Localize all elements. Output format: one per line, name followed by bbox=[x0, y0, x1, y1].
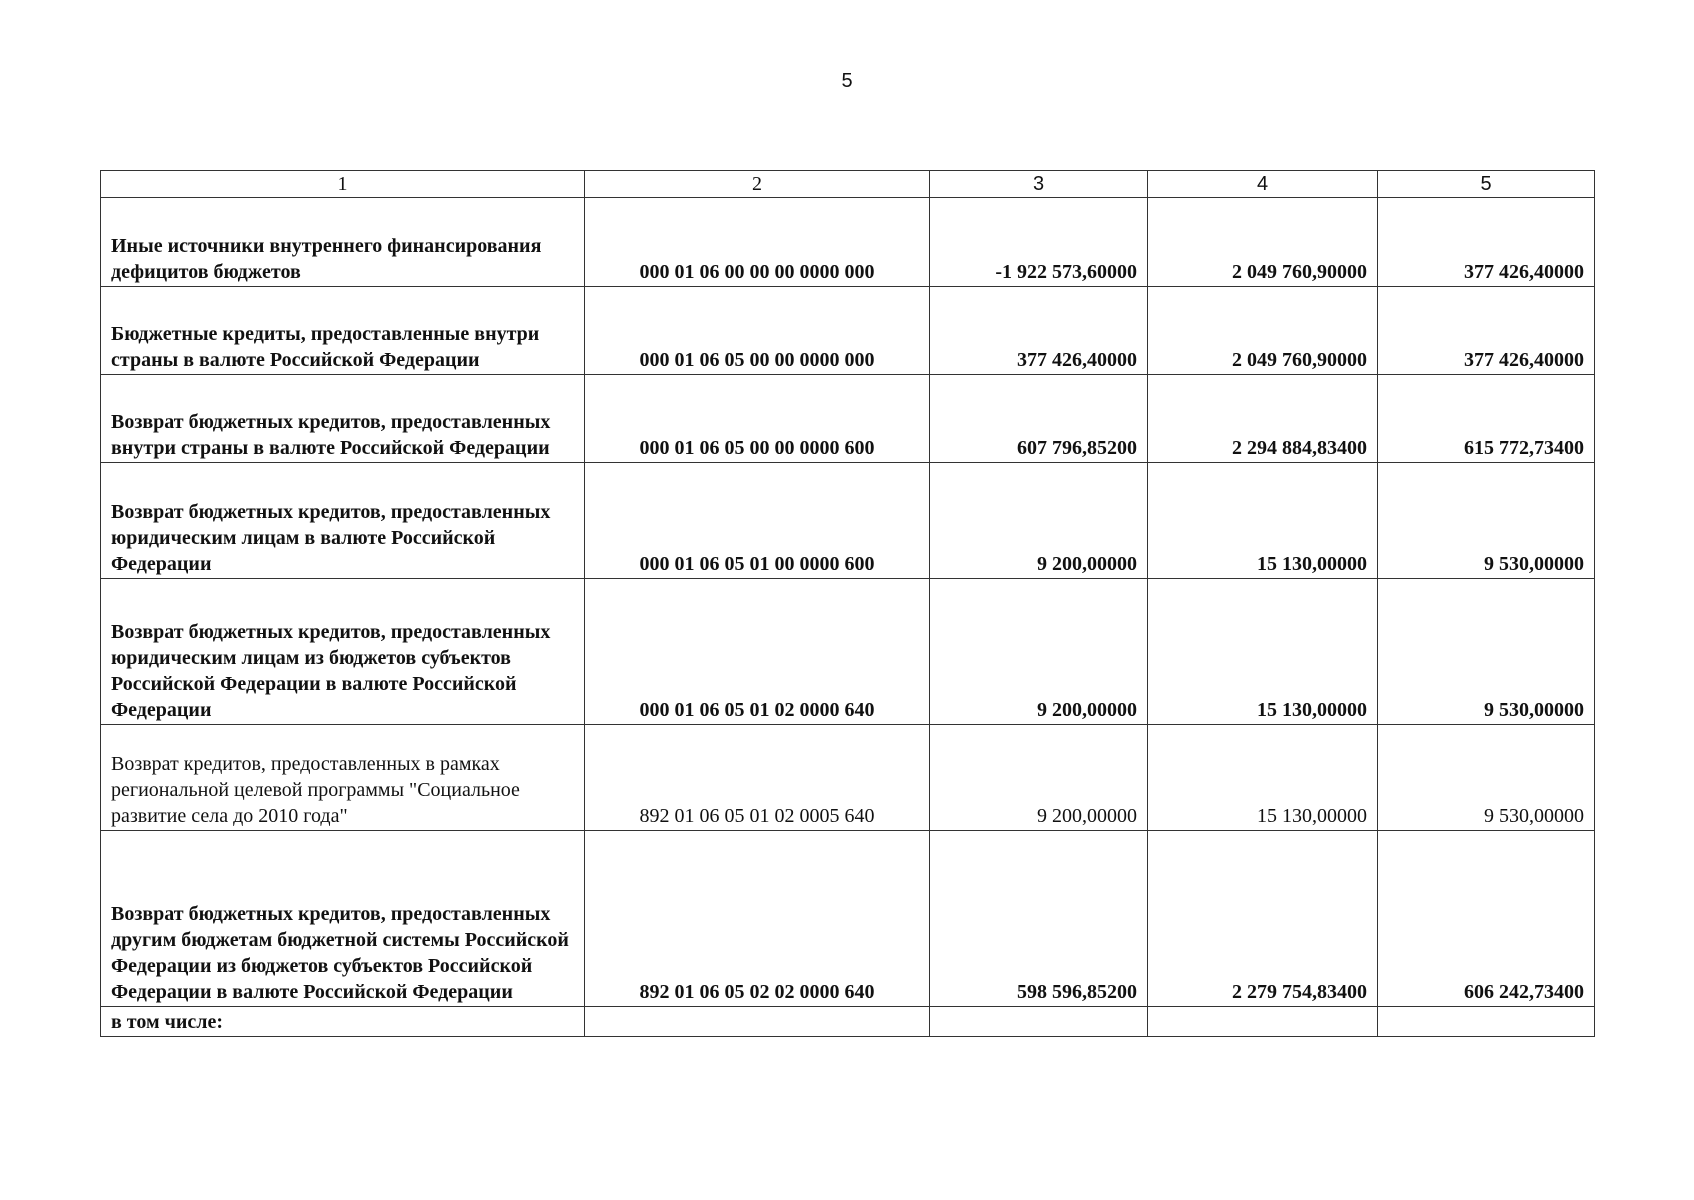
column-header-3: 3 bbox=[930, 171, 1148, 198]
table-row bbox=[101, 287, 1595, 375]
row-name: Возврат бюджетных кредитов, предоставленных юридическим лицам из бюджетов субъектов Российской Федерации в валюте Российской Федерации bbox=[101, 579, 585, 725]
table-row bbox=[101, 831, 1595, 1007]
column-header-4: 4 bbox=[1148, 171, 1378, 198]
row-value-col4: 2 049 760,90000 bbox=[1148, 198, 1378, 287]
row-name: в том числе: bbox=[101, 1007, 585, 1037]
budget-sources-table bbox=[100, 170, 1595, 1037]
row-code bbox=[585, 1007, 930, 1037]
row-value-col5 bbox=[1378, 1007, 1595, 1037]
row-value-col3: 377 426,40000 bbox=[930, 287, 1148, 375]
row-value-col5: 606 242,73400 bbox=[1378, 831, 1595, 1007]
row-name: Бюджетные кредиты, предоставленные внутри страны в валюте Российской Федерации bbox=[101, 287, 585, 375]
row-value-col4 bbox=[1148, 1007, 1378, 1037]
row-value-col5: 377 426,40000 bbox=[1378, 198, 1595, 287]
row-name: Возврат бюджетных кредитов, предоставленных юридическим лицам в валюте Российской Федерации bbox=[101, 463, 585, 579]
row-name: Возврат бюджетных кредитов, предоставленных внутри страны в валюте Российской Федерации bbox=[101, 375, 585, 463]
row-value-col3 bbox=[930, 1007, 1148, 1037]
row-code: 000 01 06 05 01 02 0000 640 bbox=[585, 579, 930, 725]
table-header-row bbox=[101, 171, 1595, 198]
row-value-col3: 9 200,00000 bbox=[930, 725, 1148, 831]
row-name: Иные источники внутреннего финансирования дефицитов бюджетов bbox=[101, 198, 585, 287]
row-value-col5: 9 530,00000 bbox=[1378, 579, 1595, 725]
row-name: Возврат кредитов, предоставленных в рамках региональной целевой программы "Социальное развитие села до 2010 года" bbox=[101, 725, 585, 831]
column-header-1: 1 bbox=[101, 171, 585, 198]
column-header-5: 5 bbox=[1378, 171, 1595, 198]
row-code: 892 01 06 05 01 02 0005 640 bbox=[585, 725, 930, 831]
page-number: 5 bbox=[841, 70, 853, 92]
row-value-col5: 9 530,00000 bbox=[1378, 463, 1595, 579]
row-value-col4: 2 294 884,83400 bbox=[1148, 375, 1378, 463]
row-value-col4: 15 130,00000 bbox=[1148, 463, 1378, 579]
table-row bbox=[101, 463, 1595, 579]
row-value-col4: 2 049 760,90000 bbox=[1148, 287, 1378, 375]
row-code: 000 01 06 05 00 00 0000 600 bbox=[585, 375, 930, 463]
row-value-col4: 15 130,00000 bbox=[1148, 725, 1378, 831]
row-code: 000 01 06 00 00 00 0000 000 bbox=[585, 198, 930, 287]
table-row bbox=[101, 1007, 1595, 1037]
row-value-col3: 607 796,85200 bbox=[930, 375, 1148, 463]
row-value-col5: 615 772,73400 bbox=[1378, 375, 1595, 463]
row-value-col3: 598 596,85200 bbox=[930, 831, 1148, 1007]
table-row bbox=[101, 579, 1595, 725]
row-name: Возврат бюджетных кредитов, предоставленных другим бюджетам бюджетной системы Российской Федерации из бюджетов субъектов Российской Федерации в валюте Российской Федерации bbox=[101, 831, 585, 1007]
row-value-col3: 9 200,00000 bbox=[930, 463, 1148, 579]
row-value-col4: 15 130,00000 bbox=[1148, 579, 1378, 725]
row-value-col5: 377 426,40000 bbox=[1378, 287, 1595, 375]
row-value-col5: 9 530,00000 bbox=[1378, 725, 1595, 831]
row-value-col3: -1 922 573,60000 bbox=[930, 198, 1148, 287]
row-value-col4: 2 279 754,83400 bbox=[1148, 831, 1378, 1007]
row-code: 000 01 06 05 01 00 0000 600 bbox=[585, 463, 930, 579]
table-row bbox=[101, 375, 1595, 463]
table-row bbox=[101, 198, 1595, 287]
row-code: 892 01 06 05 02 02 0000 640 bbox=[585, 831, 930, 1007]
row-value-col3: 9 200,00000 bbox=[930, 579, 1148, 725]
table-row bbox=[101, 725, 1595, 831]
row-code: 000 01 06 05 00 00 0000 000 bbox=[585, 287, 930, 375]
column-header-2: 2 bbox=[585, 171, 930, 198]
